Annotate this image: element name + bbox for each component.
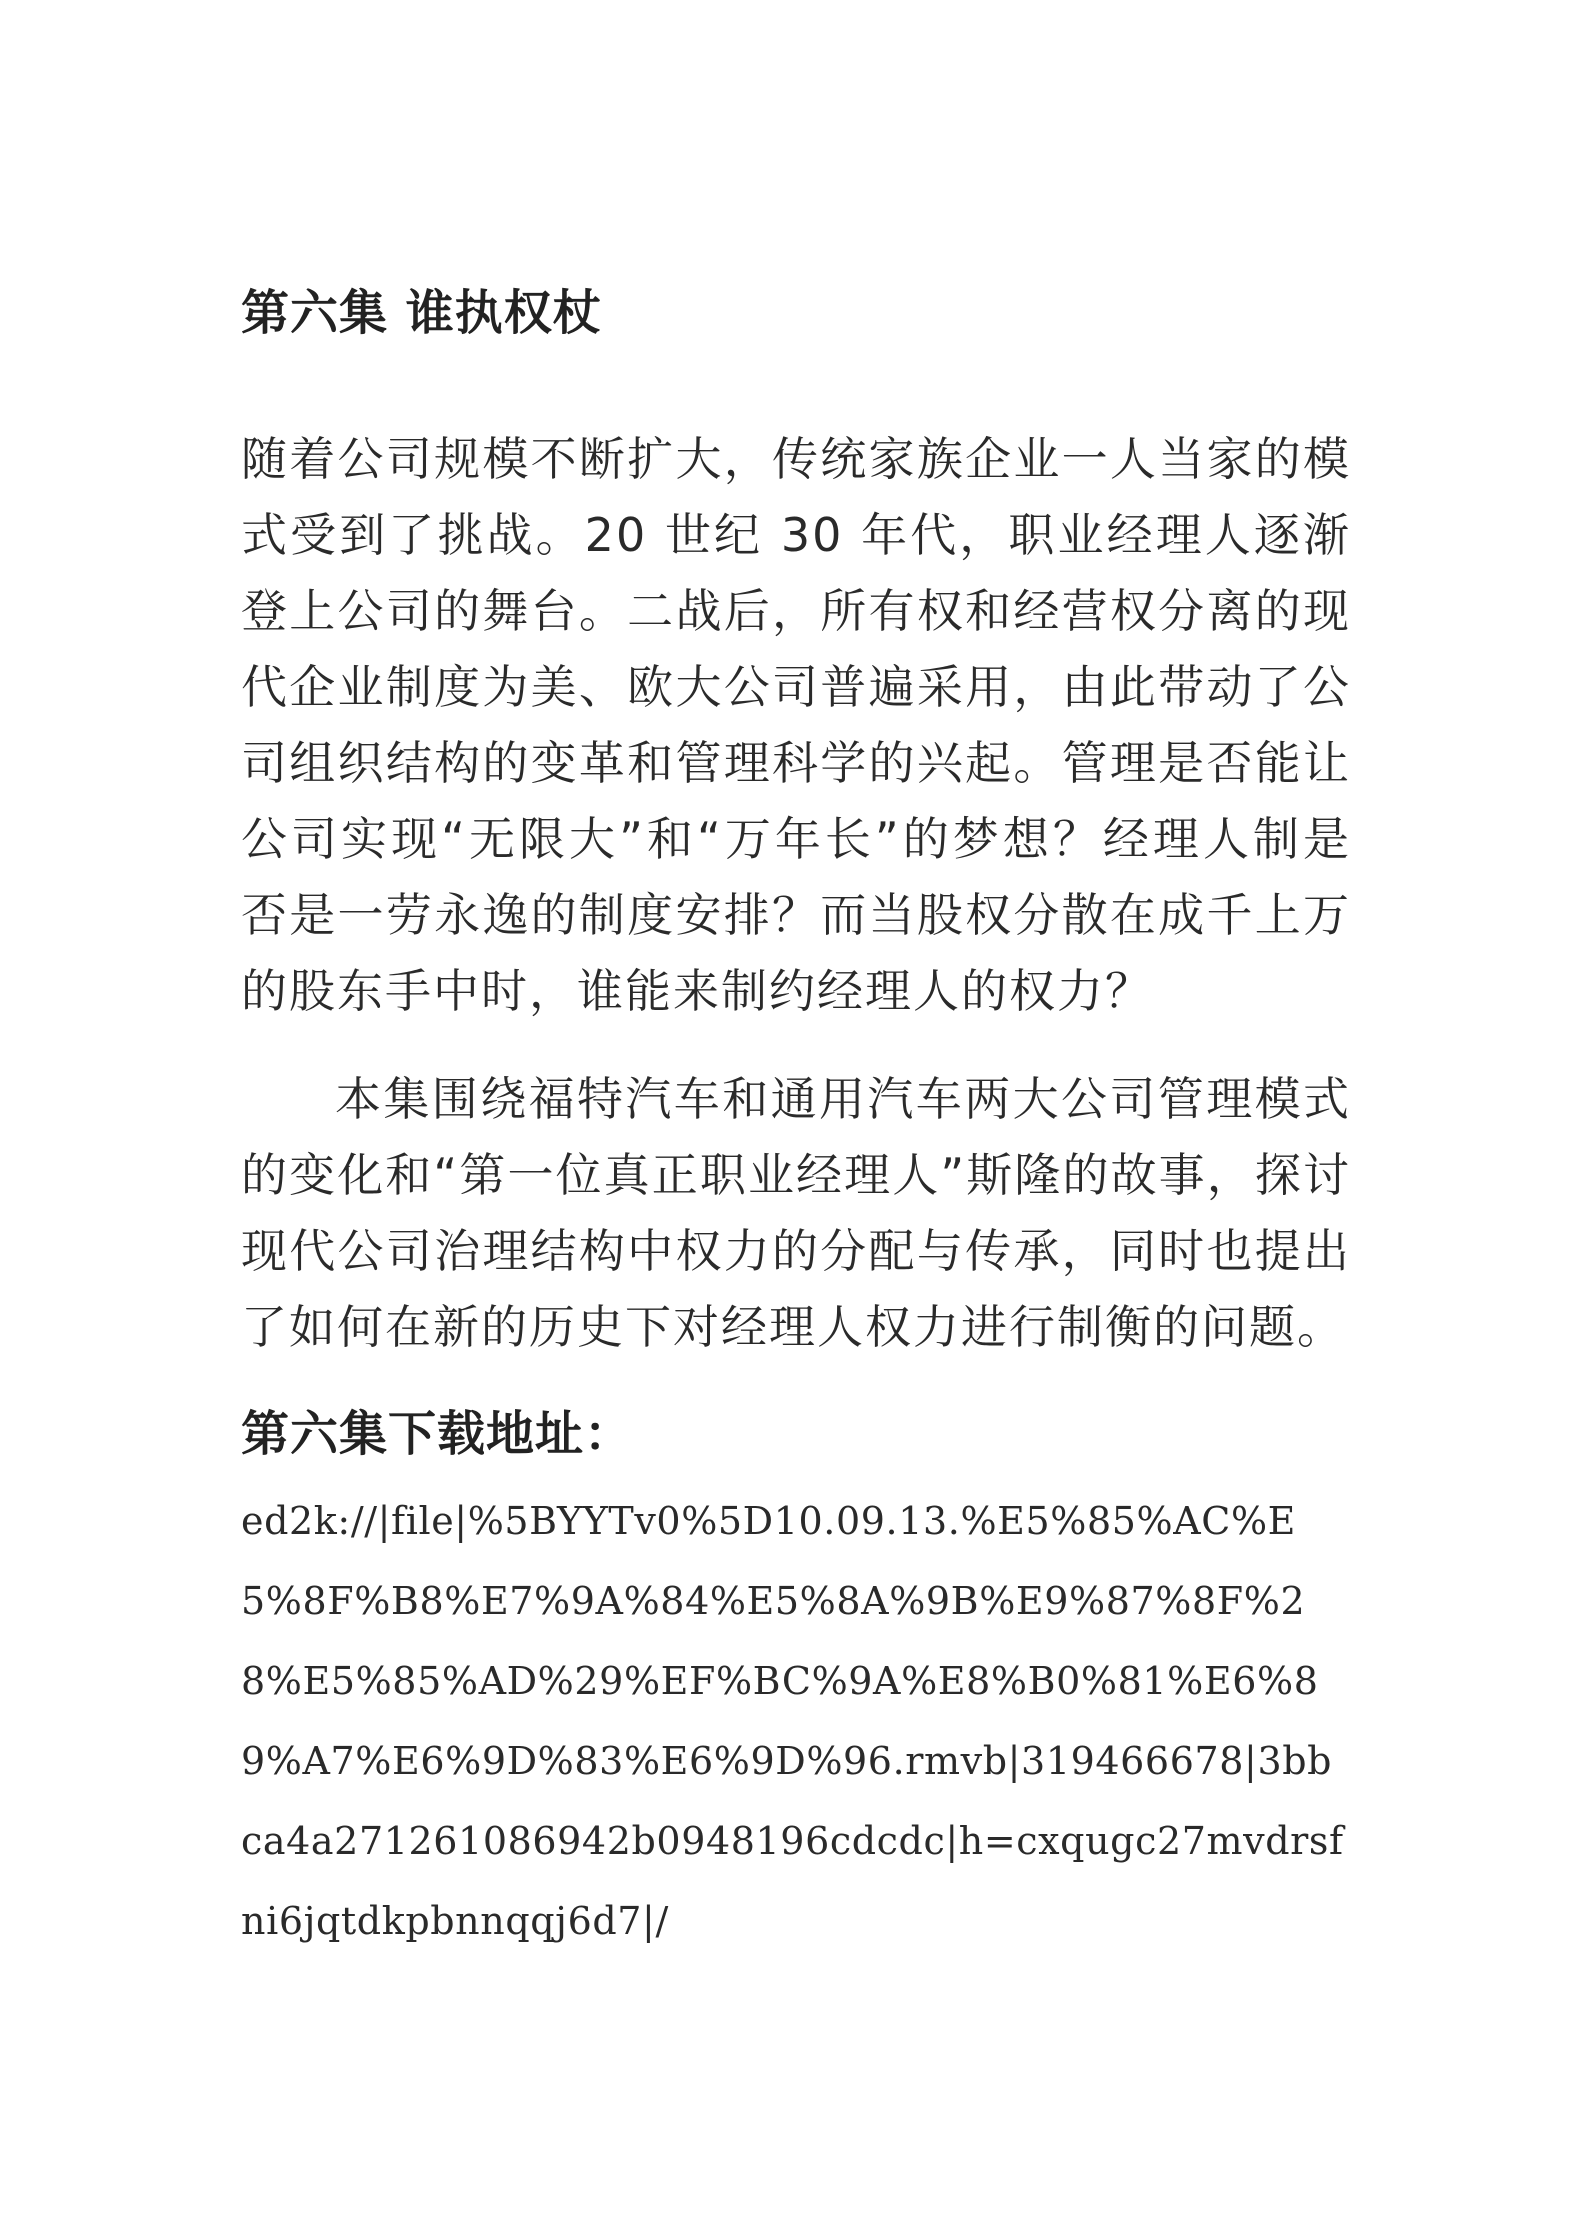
episode-summary-paragraph: 本集围绕福特汽车和通用汽车两大公司管理模式的变化和“第一位真正职业经理人”斯隆的故事，探讨现代公司治理结构中权力的分配与传承，同时也提出了如何在新的历史下对经理人权力进行制衡的问题。 xyxy=(241,1072,1351,1354)
document-content xyxy=(241,279,1351,1961)
download-heading: 第六集下载地址： xyxy=(241,1406,634,1462)
episode-title: 第六集 谁执权杖 xyxy=(241,285,602,341)
download-link[interactable]: ed2k://|file|%5BYYTv0%5D10.09.13.%E5%85%AC%E5%8F%B8%E7%9A%84%E5%8A%9B%E9%87%8F%28%E5%85%AD%29%EF%BC%9A%E8%B0%81%E6%89%A7%E6%9D%83%E6%9D%96.rmvb|319466678|3bbca4a271261086942b0948196cdcdc|h=cxqugc27mvdrsfni6jqtdkpbnnqqj6d7|/ xyxy=(241,1499,1344,1943)
intro-paragraph: 随着公司规模不断扩大，传统家族企业一人当家的模式受到了挑战。20 世纪 30 年代，职业经理人逐渐登上公司的舞台。二战后，所有权和经营权分离的现代企业制度为美、欧大公司普遍采用，由此带动了公司组织结构的变革和管理科学的兴起。管理是否能让公司实现“无限大”和“万年长”的梦想？经理人制是否是一劳永逸的制度安排？而当股权分散在成千上万的股东手中时，谁能来制约经理人的权力？ xyxy=(241,432,1351,1018)
